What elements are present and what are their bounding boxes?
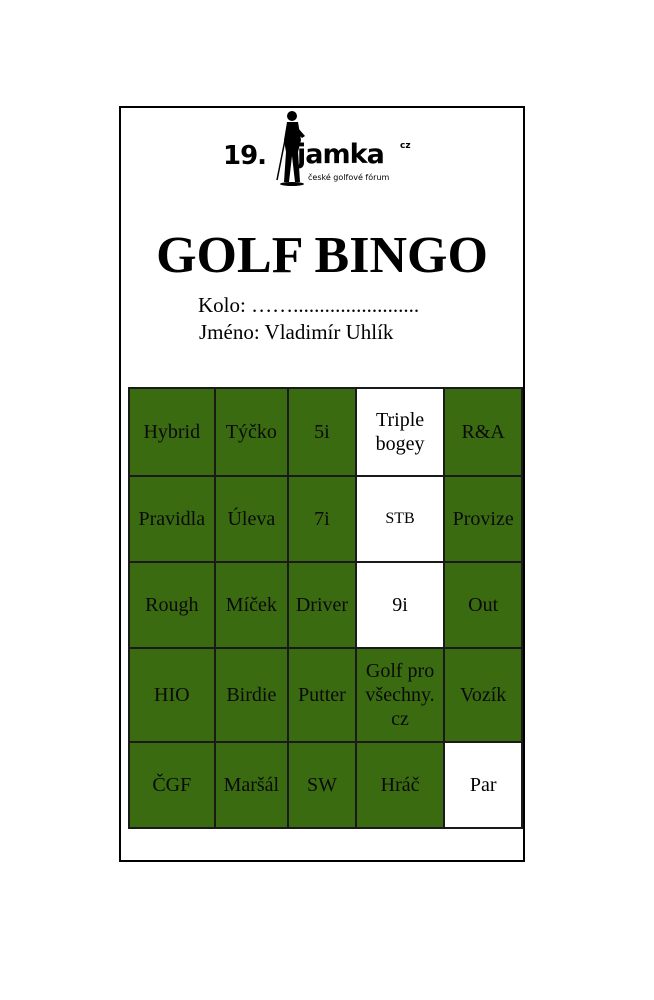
bingo-cell: Driver [288, 562, 356, 648]
bingo-cell: SW [288, 742, 356, 828]
logo-tagline: české golfové fórum [308, 173, 390, 182]
grid-row [129, 388, 522, 476]
round-field: Kolo: ……........................ [198, 293, 420, 317]
bingo-cell: Hráč [356, 742, 445, 828]
grid-row [129, 742, 522, 828]
bingo-cell: ČGF [129, 742, 215, 828]
bingo-cell: Maršál [215, 742, 289, 828]
logo-suffix: cz [400, 141, 411, 151]
bingo-cell: STB [356, 476, 445, 562]
bingo-cell: Úleva [215, 476, 289, 562]
bingo-cell: Vozík [444, 648, 522, 742]
logo-number: 19. [223, 141, 267, 171]
bingo-cell: HIO [129, 648, 215, 742]
player-name: Jméno: Vladimír Uhlík [199, 320, 394, 344]
bingo-cell: Golf pro všechny. cz [356, 648, 445, 742]
logo-word: jamka [297, 139, 384, 170]
bingo-cell: Out [444, 562, 522, 648]
bingo-cell: 5i [288, 388, 356, 476]
bingo-cell: Pravidla [129, 476, 215, 562]
bingo-cell: R&A [444, 388, 522, 476]
bingo-cell: Týčko [215, 388, 289, 476]
bingo-cell: Rough [129, 562, 215, 648]
bingo-cell: Provize [444, 476, 522, 562]
grid-row [129, 476, 522, 562]
bingo-cell: Hybrid [129, 388, 215, 476]
bingo-card [119, 106, 525, 862]
grid-row [129, 648, 522, 742]
bingo-cell: Míček [215, 562, 289, 648]
bingo-cell: 7i [288, 476, 356, 562]
logo [221, 108, 431, 198]
bingo-cell: Putter [288, 648, 356, 742]
bingo-cell: Triple bogey [356, 388, 445, 476]
grid-row [129, 562, 522, 648]
bingo-cell: Par [444, 742, 522, 828]
page-title: GOLF BINGO [156, 227, 488, 284]
bingo-grid [128, 387, 523, 829]
bingo-cell: Birdie [215, 648, 289, 742]
bingo-cell: 9i [356, 562, 445, 648]
